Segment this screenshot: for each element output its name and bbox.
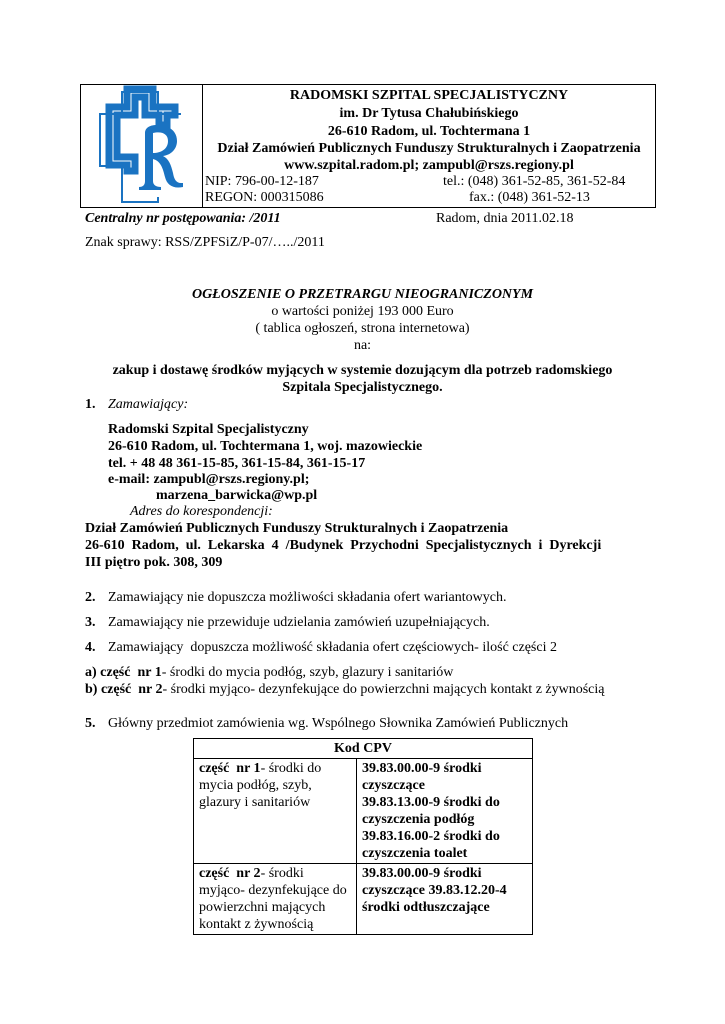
cpv-code-line: 39.83.13.00-9 środki do xyxy=(362,795,500,810)
cpv-part-2-text-3: powierzchni mających xyxy=(199,900,326,915)
part-a-label: a) część nr 1 xyxy=(85,665,162,680)
hospital-name: RADOMSKI SZPITAL SPECJALISTYCZNY xyxy=(289,88,569,103)
cpv-codes-2 xyxy=(357,864,533,935)
letterhead xyxy=(80,84,656,208)
cpv-header: Kod CPV xyxy=(194,739,533,759)
cpv-part-1-text-3: glazury i sanitariów xyxy=(199,795,311,810)
cpv-part-1-label: część nr 1 xyxy=(199,761,261,776)
orderer-phone: tel. + 48 48 361-15-85, 361-15-84, 361-15-17 xyxy=(108,456,366,471)
case-number: Znak sprawy: RSS/ZPFSiZ/P-07/…../2011 xyxy=(85,235,325,250)
item-4-number: 4. xyxy=(85,640,96,655)
cpv-code-line: czyszczenia toalet xyxy=(362,846,468,861)
part-b-text: - środki myjąco- dezynfekujące do powierzchni mających kontakt z żywnością xyxy=(162,682,605,697)
cpv-code-line: czyszczenia podłóg xyxy=(362,812,475,827)
correspondence-label: Adres do korespondencji: xyxy=(130,504,273,519)
cpv-part-1-text-2: mycia podłóg, szyb, xyxy=(199,778,312,793)
item-3-text: Zamawiający nie przewiduje udzielania zamówień uzupełniających. xyxy=(108,615,490,630)
table-row xyxy=(194,759,533,864)
cpv-code-line: środki odtłuszczające xyxy=(362,900,490,915)
announcement-heading: OGŁOSZENIE O PRZETRARGU NIEOGRANICZONYM xyxy=(191,287,534,302)
cpv-part-2-text-1: - środki xyxy=(260,866,304,881)
cpv-codes-1 xyxy=(357,759,533,864)
cpv-part-1-text-1: - środki do xyxy=(260,761,322,776)
nip: NIP: 796-00-12-187 xyxy=(205,174,319,189)
orderer-email-1: e-mail: zampubl@rszs.regiony.pl; xyxy=(108,472,310,487)
cross-r-logo-icon xyxy=(81,85,202,207)
section-5-text: Główny przedmiot zamówienia wg. Wspólnego Słownika Zamówień Publicznych xyxy=(108,716,569,731)
fax: fax.: (048) 361-52-13 xyxy=(469,190,590,205)
hospital-address: 26-610 Radom, ul. Tochtermana 1 xyxy=(327,124,531,139)
telephone: tel.: (048) 361-52-85, 361-52-84 xyxy=(443,174,626,189)
cpv-part-2 xyxy=(194,864,357,935)
cpv-code-line: czyszczące 39.83.12.20-4 xyxy=(362,883,507,898)
table-row xyxy=(194,864,533,935)
document-date: Radom, dnia 2011.02.18 xyxy=(436,211,574,226)
section-1-number: 1. xyxy=(85,397,96,412)
part-a xyxy=(85,664,453,681)
orderer-name: Radomski Szpital Specjalistyczny xyxy=(108,422,309,437)
part-b-label: b) część nr 2 xyxy=(85,682,163,697)
correspondence-address-1: 26-610 Radom, ul. Lekarska 4 /Budynek Przychodni Specjalistycznych i Dyrekcji xyxy=(85,538,602,553)
central-number: Centralny nr postępowania: /2011 xyxy=(85,211,281,226)
section-1-label: Zamawiający: xyxy=(108,397,189,412)
item-4-text: Zamawiający dopuszcza możliwość składania ofert częściowych- ilość części 2 xyxy=(108,640,557,655)
item-2-text: Zamawiający nie dopuszcza możliwości składania ofert wariantowych. xyxy=(108,590,507,605)
section-5-number: 5. xyxy=(85,716,96,731)
cpv-code-line: 39.83.16.00-2 środki do xyxy=(362,829,500,844)
part-b xyxy=(85,681,605,698)
web-email: www.szpital.radom.pl; zampubl@rszs.regiony.pl xyxy=(284,158,574,173)
cpv-part-2-text-2: myjąco- dezynfekujące do xyxy=(199,883,347,898)
subject-line-2: Szpitala Specjalistycznego. xyxy=(282,380,443,395)
part-a-text: - środki do mycia podłóg, szyb, glazury i sanitariów xyxy=(161,665,454,680)
announcement-na: na: xyxy=(353,338,372,353)
cpv-code-line: czyszczące xyxy=(362,778,425,793)
hospital-patron: im. Dr Tytusa Chałubińskiego xyxy=(339,106,519,121)
correspondence-dept: Dział Zamówień Publicznych Funduszy Strukturalnych i Zaopatrzenia xyxy=(85,521,509,536)
cpv-table xyxy=(193,738,533,935)
item-3-number: 3. xyxy=(85,615,96,630)
cpv-code-line: 39.83.00.00-9 środki xyxy=(362,761,482,776)
item-2-number: 2. xyxy=(85,590,96,605)
announcement-publication: ( tablica ogłoszeń, strona internetowa) xyxy=(255,321,470,336)
announcement-value: o wartości poniżej 193 000 Euro xyxy=(271,304,454,319)
cpv-part-1 xyxy=(194,759,357,864)
cpv-part-2-label: część nr 2 xyxy=(199,866,261,881)
cpv-code-line: 39.83.00.00-9 środki xyxy=(362,866,482,881)
orderer-address: 26-610 Radom, ul. Tochtermana 1, woj. mazowieckie xyxy=(108,439,423,454)
orderer-email-2: marzena_barwicka@wp.pl xyxy=(156,488,318,503)
department-name: Dział Zamówień Publicznych Funduszy Strukturalnych i Zaopatrzenia xyxy=(217,141,641,156)
regon: REGON: 000315086 xyxy=(205,190,324,205)
correspondence-address-2: III piętro pok. 308, 309 xyxy=(85,555,223,570)
subject-line-1: zakup i dostawę środków myjących w systemie dozującym dla potrzeb radomskiego xyxy=(112,363,613,378)
cpv-part-2-text-4: kontakt z żywnością xyxy=(199,917,314,932)
hospital-logo xyxy=(81,85,203,207)
cpv-header-row xyxy=(194,739,533,759)
